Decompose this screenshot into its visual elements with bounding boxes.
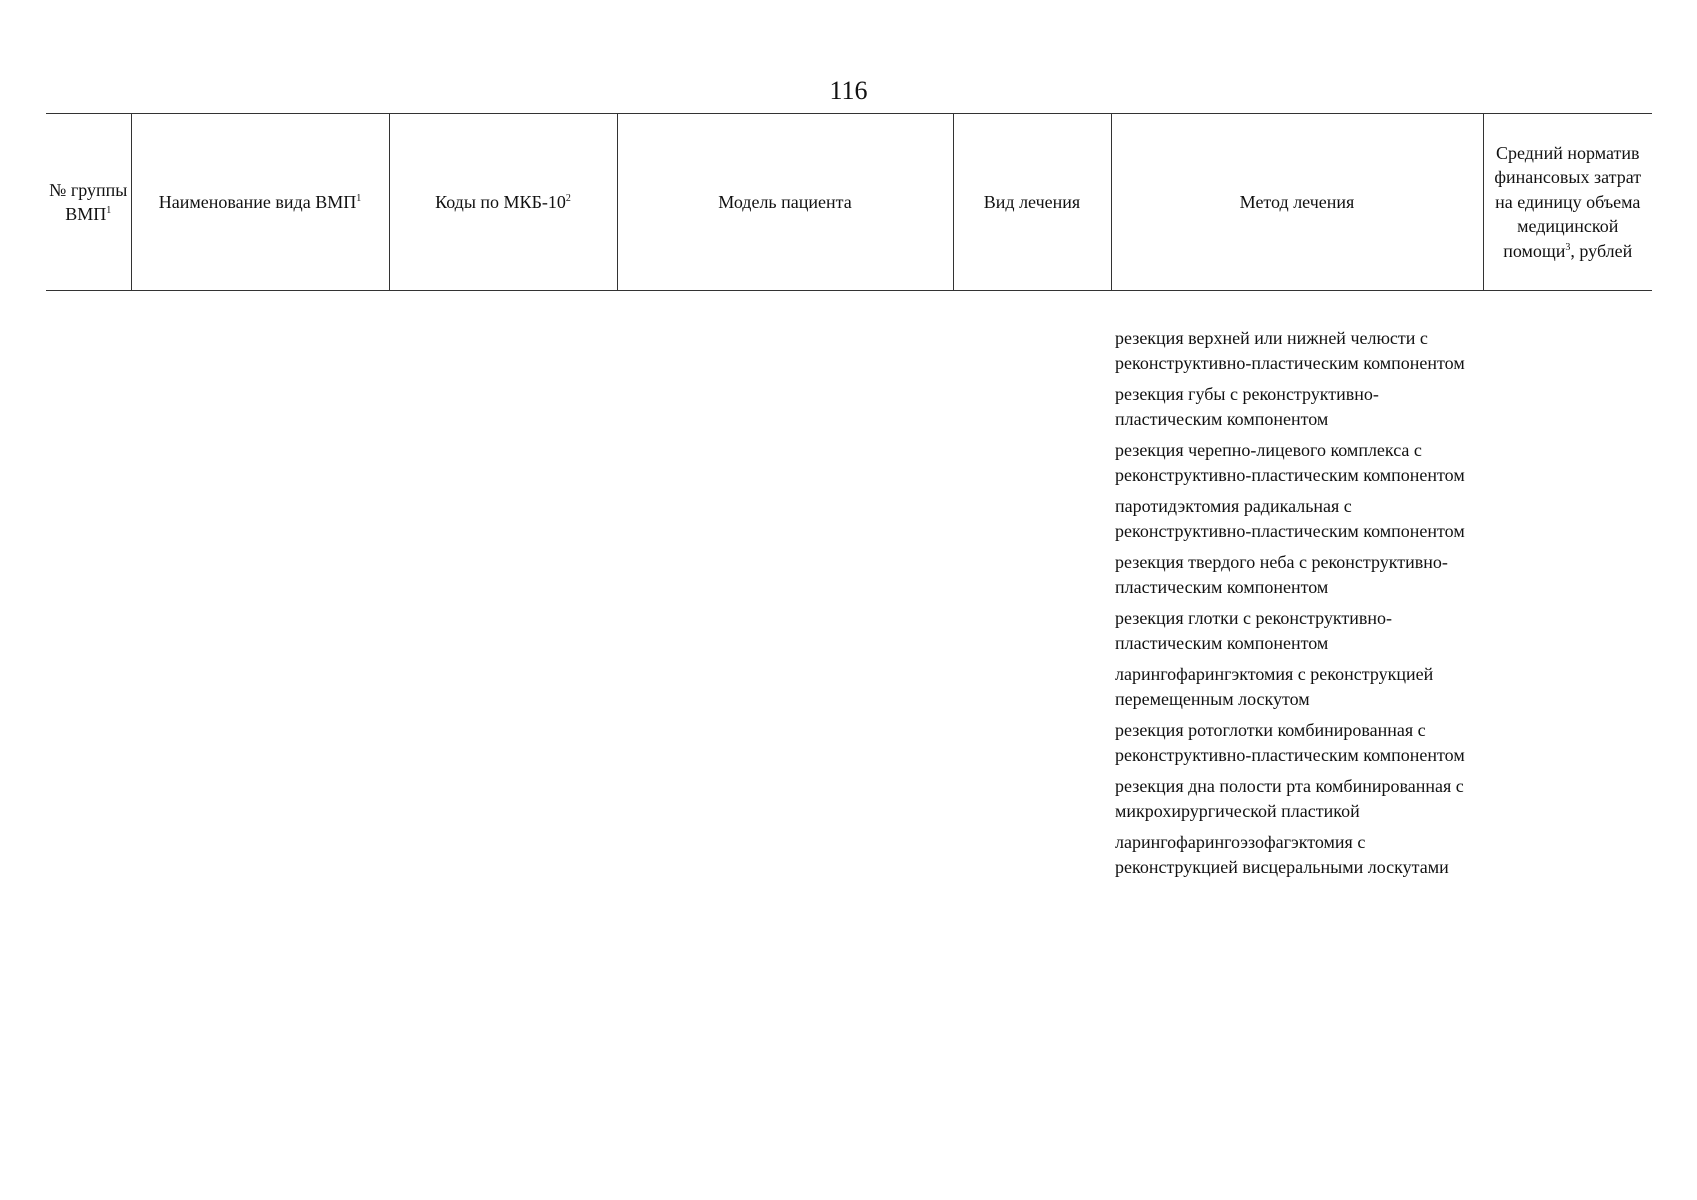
column-header-treatment-method: Метод лечения	[1111, 114, 1483, 291]
column-header-average-cost: Средний норматив финансовых затрат на единицу объема медицинской помощи$^3$, рублей	[1483, 114, 1652, 291]
list-item: резекция черепно-лицевого комплекса с реконструктивно-пластическим компонентом	[1115, 440, 1465, 485]
list-item: резекция губы с реконструктивно-пластическим компонентом	[1115, 384, 1379, 429]
column-header-treatment-type: Вид лечения	[953, 114, 1111, 291]
treatment-methods-list	[1115, 326, 1485, 886]
column-header-vmp-name: Наименование вида ВМП$^1$	[131, 114, 389, 291]
table-header	[46, 113, 1652, 291]
list-item: резекция дна полости рта комбинированная с микрохирургической пластикой	[1115, 776, 1464, 821]
column-header-patient-model: Модель пациента	[617, 114, 953, 291]
list-item: ларингофарингэктомия с реконструкцией перемещенным лоскутом	[1115, 664, 1434, 709]
list-item: резекция глотки с реконструктивно-пластическим компонентом	[1115, 608, 1392, 653]
list-item: паротидэктомия радикальная с реконструктивно-пластическим компонентом	[1115, 496, 1465, 541]
list-item: резекция ротоглотки комбинированная с реконструктивно-пластическим компонентом	[1115, 720, 1465, 765]
list-item: ларингофарингоэзофагэктомия с реконструкцией висцеральными лоскутами	[1115, 832, 1449, 877]
page-number: 116	[829, 76, 868, 105]
column-header-icd-codes: Коды по МКБ-$10^2$	[389, 114, 617, 291]
column-header-group-number: № группы ВМП$^1$	[49, 179, 128, 224]
list-item: резекция твердого неба с реконструктивно-пластическим компонентом	[1115, 552, 1448, 597]
list-item: резекция верхней или нижней челюсти с реконструктивно-пластическим компонентом	[1115, 328, 1465, 373]
